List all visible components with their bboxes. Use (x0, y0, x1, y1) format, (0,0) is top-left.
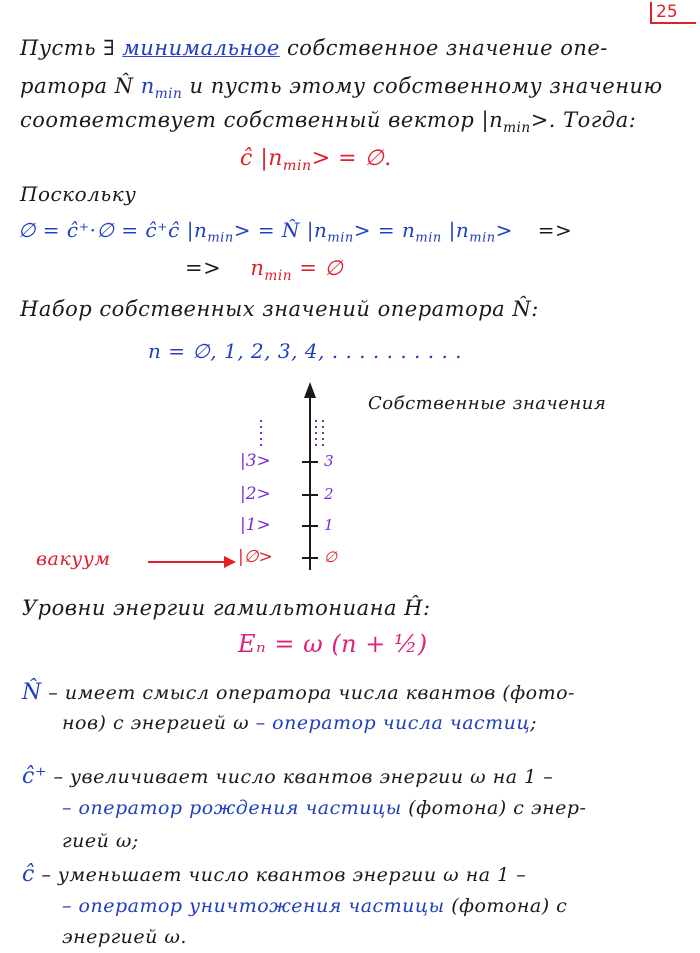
operator-n: N̂ (22, 680, 42, 705)
intro-text: и пусть этому собственному значению (182, 74, 663, 98)
result-equation: => $n_{min}$ = ∅ (185, 256, 344, 284)
operator-c: ĉ (22, 862, 35, 887)
operator-c-dagger: ĉ⁺ (22, 764, 47, 789)
intro-text: соответствует собственный вектор |n (20, 108, 504, 132)
minimal-word: минимальное (122, 36, 280, 60)
subscript: min (503, 119, 531, 136)
def-cplus-line-3: гией ω; (62, 830, 139, 852)
intro-text: Пусть ∃ (20, 36, 123, 60)
ket-2: |2> (240, 484, 271, 504)
intro-text: собственное значение опе- (279, 36, 608, 60)
chain-equation: ∅ = ĉ⁺·∅ = ĉ⁺ĉ $|n_{min}>$ = N̂ $|n_{min}> = n_{min}$ $|n_{min}>$ => (18, 218, 573, 246)
intro-line-2 (20, 74, 663, 102)
intro-line-3 (20, 108, 636, 136)
def-c-line-3: энергией ω. (62, 926, 187, 948)
def-n-line-1: N̂ – имеет смысл оператора числа квантов (фото- (22, 680, 575, 705)
def-cplus-line-1: ĉ⁺ – увеличивает число квантов энергии ω на 1 – (22, 764, 554, 789)
ket-3: |3> (240, 451, 271, 471)
vacuum-label: вакуум (36, 548, 111, 570)
page-number: 25 (650, 2, 696, 24)
def-cplus-line-2: – оператор рождения частицы (фотона) с энер- (62, 797, 587, 819)
eigen-set: n = ∅, 1, 2, 3, 4, . . . . . . . . . . (148, 339, 463, 363)
def-c-line-2: – оператор уничтожения частицы (фотона) с (62, 895, 568, 917)
intro-text: >. Тогда: (530, 108, 637, 132)
n-min: $n_{min}$ (133, 74, 183, 102)
operator-n: N̂ (114, 74, 134, 98)
energy-formula: Eₙ = ω (n + ½) (238, 630, 428, 658)
axis-label: Собственные значения (368, 393, 607, 414)
level-value-0: ∅ (324, 548, 338, 566)
eigen-set-heading: Набор собственных значений оператора N̂: (20, 297, 539, 321)
axis-arrowhead (304, 382, 316, 398)
energy-heading: Уровни энергии гамильтониана Ĥ: (22, 596, 431, 620)
level-value-2: 2 (324, 485, 334, 503)
def-n-line-2: нов) с энергией ω – оператор числа частиц; (62, 712, 538, 734)
annihilation-equation: ĉ $|n_{min}>$ = ∅. (240, 146, 392, 174)
since-word: Поскольку (20, 182, 137, 206)
intro-line-1 (20, 36, 608, 60)
def-c-line-1: ĉ – уменьшает число квантов энергии ω на 1 – (22, 862, 527, 887)
level-value-1: 1 (324, 516, 334, 534)
level-value-3: 3 (324, 452, 334, 470)
ket-0: |∅> (238, 547, 273, 567)
intro-text: ратора (20, 74, 115, 98)
ket-1: |1> (240, 515, 271, 535)
vacuum-arrow (146, 550, 238, 574)
